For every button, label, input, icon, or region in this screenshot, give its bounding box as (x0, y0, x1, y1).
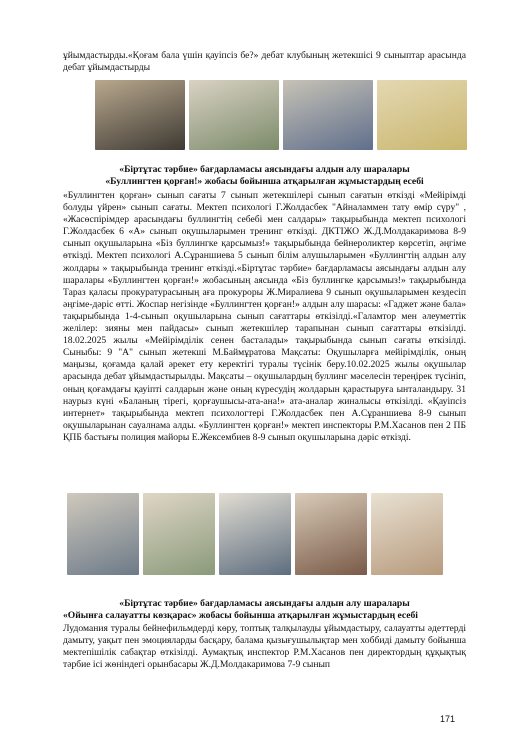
photo-row-1 (95, 80, 467, 150)
intro-paragraph: ұйымдастырды.«Қоғам бала үшін қауіпсіз бе?» дебат клубының жетекшісі 9 сыныптар арасында дебат ұйымдастырды (63, 50, 466, 74)
photo-row-2 (67, 493, 443, 575)
classroom-photo (95, 80, 185, 150)
classroom-photo (189, 80, 279, 150)
section-2-heading-line1: «Біртұтас тәрбие» бағдарламасы аясындағы алдын алу шаралары (119, 598, 410, 609)
drawings-photo (371, 493, 443, 575)
students-group-photo (219, 493, 291, 575)
section-2-body: Лудомания туралы бейнефильмдерді көру, топтық талқылауды ұйымдастыру, салауатты әдеттерді дамыту, уақыт пен эмоцияларды басқару, балама қызығушылықтар мен хоббиді дамыту бойынша мектепішілік сабақтар өткізілді. Аумақтық инспектор Р.М.Хасанов пен директордың құқықтық тәрбие ісі жөніндегі орынбасары Ж.Д.Молдакаримова 7-9 сынып (63, 623, 466, 671)
section-1-heading-line2: «Буллингтен қорған!» жобасы бойынша атқарылған жұмыстардың есебі (105, 176, 424, 187)
section-1-heading-line1: «Біртұтас тәрбие» бағдарламасы аясындағы алдын алу шаралары (119, 164, 410, 175)
section-2-heading-line2: «Ойынға салауатты көзқарас» жобасы бойынша атқарылған жұмыстардың есебі (63, 610, 418, 621)
page-number: 171 (440, 714, 456, 724)
section-1-heading (63, 164, 466, 188)
meeting-photo (295, 493, 367, 575)
drawings-photo (377, 80, 467, 150)
section-1-body: «Буллингтен қорған» сынып сағаты 7 сынып жетекшілері сынып сағатын өткізді «Мейірімді болуды үйрен» сынып сағаты. Мектеп психологі Г.Жолдасбек "Айналаммен тату өмір сүру" , «Жасөспірімдер арасындағы буллингтің себебі мен салдары» тақырыбында мектеп психологі Г.Жолдасбек 6 «А» сынып оқушыларымен тренинг өткізді. ДКТІЖО Ж.Д.Молдакаримова 8-9 сынып оқушыларына «Біз буллингке қарсымыз!» тақырыбында бейнероликтер көрсетіп, әңгіме өткізді. Мектеп психологі А.Сұраншиева 5 сынып білім алушыларымен «Буллингтің алдын алу жолдары » тақырыбында тренинг өткізді.«Біртұтас тәрбие» бағдарламасы аясындағы алдын алу шаралары «Буллингтен қорған!» жобасының аясында «Біз буллингке қарсымыз!» тақырыбында Тараз қаласы прокуратурасының аға прокуроры Ж.Миралиева 9 сынып оқушыларымен кездесіп әңгіме-дәріс өтті. Жоспар негізінде «Буллингтен қорған!» алдын алу шарасы: «Гаджет және бала» тақырыбында 1-4-сынып оқушыларына сынып сағаттары өткізілді.«Галамтор мен әлеуметтік желілер: зияны мен пайдасы» сынып жетекшілер тарапынан сынып сағаттары өткізілді. 18.02.2025 жылы «Мейірімділік сенен басталады» тақырыбында сынып сағаты өткізілді. Сыныбы: 9 "А" сынып жетекші М.Баймұратова Мақсаты: Оқушыларға мейірімділік, оның маңызы, қоғамда қалай әрекет ету керектігі туралы түсінік беру.10.02.2025 жылы оқушылар арасында дебат ұйымдастырылды. Мақсаты – оқушылардың буллинг мәселесін тереңірек түсініп, оның қоғамдағы қауіпті салдарын және оның күресудің жолдарын қарастыруға ынталандыру. 31 наурыз күні «Баланың тірегі, қорғаушысы-ата-ана!» ата-аналар жиналысы өткізілді. «Қауіпсіз интернет» тақырыбында мектеп психологтері Г.Жолдасбек пен А.Сұраншиева 8-9 сынып оқушыларынан сауалнама алды. «Буллингтен қорған!» мектеп инспекторы Р.М.Хасанов пен 2 ПБ ҚПБ бастығы полиция майоры Е.Жексембиев 8-9 сынып оқушыларына дәріс өткізді. (63, 190, 466, 443)
classroom-photo (67, 493, 139, 575)
section-2-heading (63, 598, 466, 622)
presentation-photo (283, 80, 373, 150)
classroom-photo (143, 493, 215, 575)
